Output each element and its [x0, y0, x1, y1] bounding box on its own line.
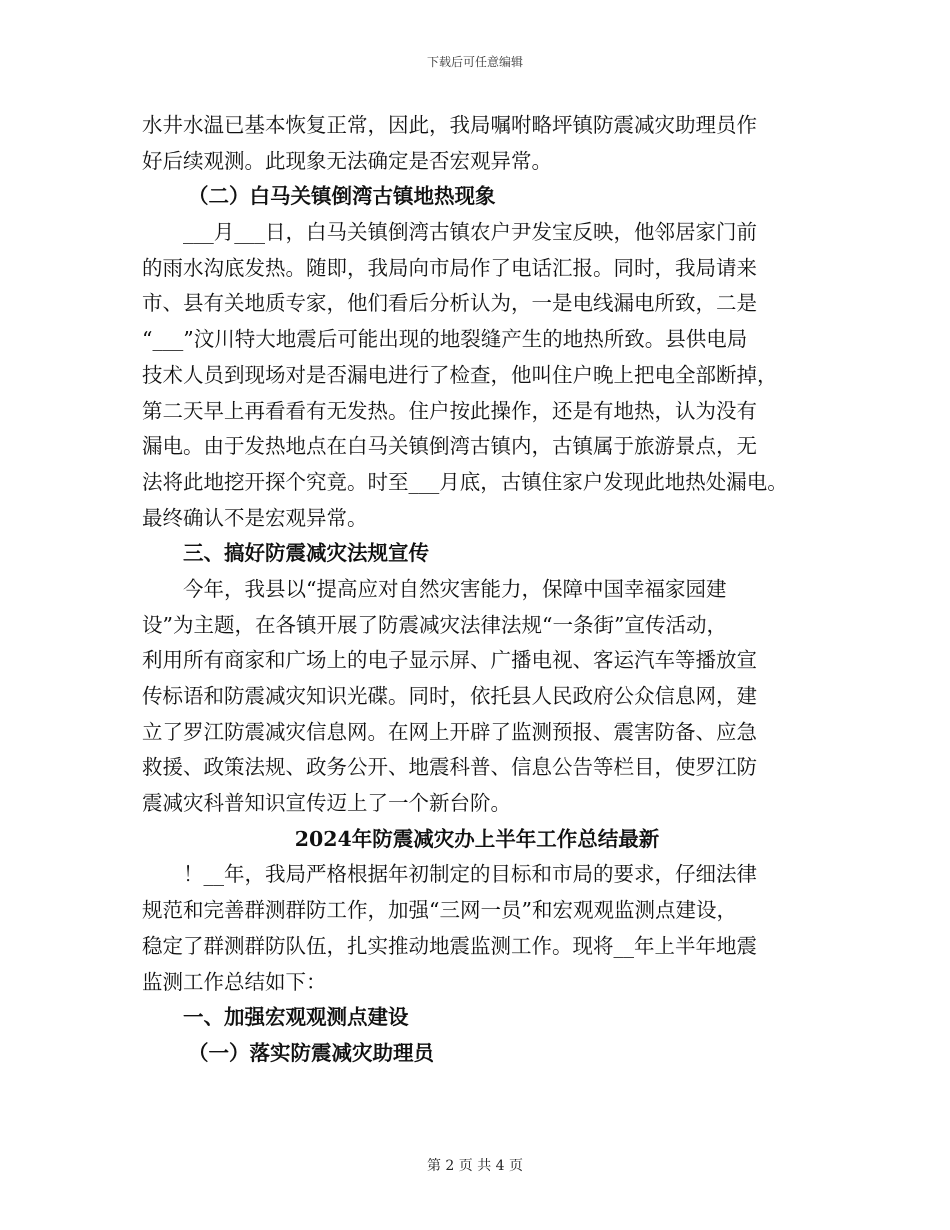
- section-heading: （二）白马关镇倒湾古镇地热现象: [188, 184, 496, 209]
- document-body: [142, 108, 812, 1072]
- paragraph-line: 好后续观测。此现象无法确定是否宏观异常。: [142, 148, 552, 173]
- paragraph-line: 水井水温已基本恢复正常，因此，我局嘱咐略坪镇防震减灾助理员作: [142, 113, 757, 137]
- paragraph-line: 稳定了群测群防队伍，扎实推动地震监测工作。现将__年上半年地震: [142, 933, 757, 958]
- paragraph-line: 立了罗江防震减灾信息网。在网上开辟了监测预报、震害防备、应急: [142, 719, 757, 744]
- paragraph-line: 今年，我县以“提高应对自然灾害能力，保障中国幸福家园建: [183, 576, 727, 601]
- paragraph-line: 漏电。由于发热地点在白马关镇倒湾古镇内，古镇属于旅游景点，无: [142, 434, 757, 459]
- paragraph-line: “___”汶川特大地震后可能出现的地裂缝产生的地热所致。县供电局: [142, 327, 748, 352]
- section-heading: （一）落实防震减灾助理员: [188, 1040, 434, 1065]
- document-title: 2024年防震减灾办上半年工作总结最新: [294, 826, 660, 851]
- paragraph-line: ___月___日，白马关镇倒湾古镇农户尹发宝反映，他邻居家门前: [183, 220, 757, 245]
- paragraph-line: 传标语和防震减灾知识光碟。同时，依托县人民政府公众信息网，建: [142, 684, 757, 708]
- paragraph-line: 法将此地挖开探个究竟。时至___月底，古镇住家户发现此地热处漏电。: [142, 469, 788, 494]
- paragraph-line: 最终确认不是宏观异常。: [142, 505, 368, 530]
- paragraph-line: 救援、政策法规、政务公开、地震科普、信息公告等栏目，使罗江防: [142, 755, 757, 780]
- section-heading: 一、加强宏观观测点建设: [183, 1005, 409, 1030]
- section-heading: 三、搞好防震减灾法规宣传: [183, 541, 429, 566]
- paragraph-line: 的雨水沟底发热。随即，我局向市局作了电话汇报。同时，我局请来: [142, 255, 757, 280]
- paragraph-line: ！__年，我局严格根据年初制定的目标和市局的要求，仔细法律: [183, 862, 757, 887]
- paragraph-line: 震减灾科普知识宣传迈上了一个新台阶。: [142, 791, 511, 816]
- page-header: 下载后可任意编辑: [426, 55, 523, 69]
- paragraph-line: 规范和完善群测群防工作，加强“三网一员”和宏观观监测点建设，: [142, 898, 737, 923]
- paragraph-line: 第二天早上再看看有无发热。住户按此操作，还是有地热，认为没有: [142, 398, 757, 423]
- paragraph-line: 设”为主题，在各镇开展了防震减灾法律法规“一条街”宣传活动，: [142, 612, 727, 637]
- paragraph-line: 利用所有商家和广场上的电子显示屏、广播电视、客运汽车等播放宣: [142, 648, 757, 673]
- paragraph-line: 监测工作总结如下：: [142, 969, 327, 994]
- paragraph-line: 市、县有关地质专家，他们看后分析认为，一是电线漏电所致，二是: [142, 291, 757, 316]
- page-footer: 第 2 页 共 4 页: [426, 1158, 524, 1174]
- paragraph-line: 技术人员到现场对是否漏电进行了检查，他叫住户晚上把电全部断掉，: [142, 362, 778, 387]
